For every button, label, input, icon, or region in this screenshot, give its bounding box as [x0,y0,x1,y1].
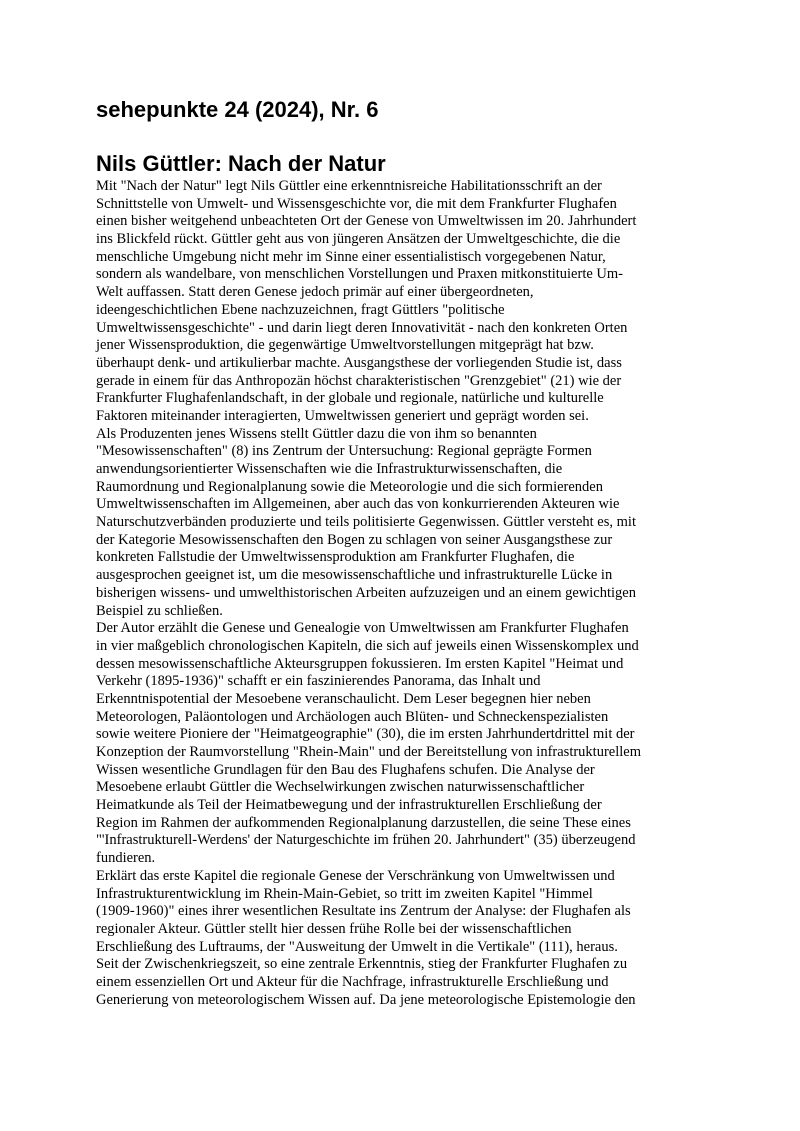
body-text-line: einem essenziellen Ort und Akteur für die Nachfrage, infrastrukturelle Erschließung und [96,973,609,990]
body-text-line: regionaler Akteur. Güttler stellt hier dessen frühe Rolle bei der wissenschaftlichen [96,920,572,937]
body-text-line: Erkenntnispotential der Mesoebene veranschaulicht. Dem Leser begegnen hier neben [96,690,591,707]
body-text-line: Faktoren miteinander interagierten, Umweltwissen generiert und geprägt worden sei. [96,407,589,424]
body-text-line: Raumordnung und Regionalplanung sowie die Meteorologie und die sich formierenden [96,478,603,495]
body-text-line: fundieren. [96,850,156,867]
body-text-line: gerade in einem für das Anthropozän höchst charakteristischen "Grenzgebiet" (21) wie der [96,372,622,389]
review-title: Nils Güttler: Nach der Natur [96,151,386,176]
body-text-line: Heimatkunde als Teil der Heimatbewegung und der infrastrukturellen Erschließung der [96,797,602,814]
body-text-line: Umweltwissenschaften im Allgemeinen, aber auch das von konkurrierenden Akteuren wie [96,496,620,513]
body-text-line: Umweltwissensgeschichte" - und darin liegt deren Innovativität - nach den konkreten Orten [96,319,628,336]
body-text-line: sowie weitere Pioniere der "Heimatgeographie" (30), die im ersten Jahrhundertdrittel mit der [96,726,635,743]
body-text-line: ideengeschichtlichen Ebene nachzuzeichnen, fragt Güttlers "politische [96,301,505,318]
body-text-line: Region im Rahmen der aufkommenden Regionalplanung darzustellen, die seine These eines [96,814,631,831]
body-text-line: Wissen wesentliche Grundlagen für den Bau des Flughafens schufen. Die Analyse der [96,761,595,778]
body-text-line: einen bisher weitgehend unbeachteten Ort der Genese von Umweltwissen im 20. Jahrhundert [96,213,637,230]
body-text-line: Erschließung des Luftraums, der "Ausweitung der Umwelt in die Vertikale" (111), heraus. [96,938,618,955]
review-body-text [96,178,708,1009]
body-text-line: Frankfurter Flughafenlandschaft, in der globale und regionale, natürliche und kulturelle [96,390,604,407]
body-text-line: überhaupt denk- und artikulierbar machte. Ausgangsthese der vorliegenden Studie ist, dass [96,354,622,371]
body-text-line: dessen mesowissenschaftliche Akteursgruppen fokussieren. Im ersten Kapitel "Heimat und [96,655,624,672]
body-text-line: Schnittstelle von Umwelt- und Wissensgeschichte vor, die mit dem Frankfurter Flughafen [96,195,617,212]
article-page [96,96,708,1009]
body-text-line: Infrastrukturentwicklung im Rhein-Main-Gebiet, so tritt im zweiten Kapitel "Himmel [96,885,593,902]
body-text-line: Meteorologen, Paläontologen und Archäologen auch Blüten- und Schneckenspezialisten [96,708,609,725]
body-text-line: Verkehr (1895-1936)" schafft er ein faszinierendes Panorama, das Inhalt und [96,673,541,690]
body-text-line: (1909-1960)" eines ihrer wesentlichen Resultate ins Zentrum der Analyse: der Flughafen als [96,903,631,920]
body-text-line: Der Autor erzählt die Genese und Genealogie von Umweltwissen am Frankfurter Flughafen [96,620,629,637]
body-text-line: "Mesowissenschaften" (8) ins Zentrum der Untersuchung: Regional geprägte Formen [96,443,592,460]
body-text-line: anwendungsorientierter Wissenschaften wie die Infrastrukturwissenschaften, die [96,461,563,477]
body-text-line: der Kategorie Mesowissenschaften den Bogen zu schlagen von seiner Ausgangsthese zur [96,531,613,548]
body-text-line: menschliche Umgebung nicht mehr im Sinne einer essentialistisch vorgegebenen Natur, [96,248,606,265]
body-text-line: in vier maßgeblich chronologischen Kapiteln, die sich auf jeweils einen Wissenskomplex und [96,637,639,654]
body-text-line: jener Wissensproduktion, die gegenwärtige Umweltvorstellungen mitgeprägt hat bzw. [96,337,594,354]
body-text-line: Erklärt das erste Kapitel die regionale Genese der Verschränkung von Umweltwissen und [96,867,615,884]
body-text-line: Beispiel zu schließen. [96,602,223,619]
body-text-line: "'Infrastrukturell-Werdens' der Naturgeschichte im frühen 20. Jahrhundert" (35) überzeugend [96,832,636,849]
body-text-line: Seit der Zwischenkriegszeit, so eine zentrale Erkenntnis, stieg der Frankfurter Flughafen zu [96,956,628,973]
body-text-line: Welt auffassen. Statt deren Genese jedoch primär auf einer übergeordneten, [96,284,534,301]
body-text-line: Konzeption der Raumvorstellung "Rhein-Main" und der Bereitstellung von infrastrukturellem [96,744,641,760]
body-text-line: Als Produzenten jenes Wissens stellt Güttler dazu die von ihm so benannten [96,425,537,442]
body-text-line: ins Blickfeld rückt. Güttler geht aus von jüngeren Ansätzen der Umweltgeschichte, die die [96,231,621,248]
body-text-line: Mesoebene erlaubt Güttler die Wechselwirkungen zwischen naturwissenschaftlicher [96,779,585,796]
body-text-line: ausgesprochen geeignet ist, um die mesowissenschaftliche und infrastrukturelle Lücke in [96,567,613,584]
body-text-line: bisherigen wissens- und umwelthistorischen Arbeiten aufzuzeigen und an einem gewichtigen [96,584,636,601]
body-text-line: konkreten Fallstudie der Umweltwissensproduktion am Frankfurter Flughafen, die [96,549,575,566]
body-text-line: Generierung von meteorologischem Wissen auf. Da jene meteorologische Epistemologie den [96,991,636,1008]
body-text-line: sondern als wandelbare, von menschlichen Vorstellungen und Praxen mitkonstituierte Um- [96,266,623,283]
body-text-line: Naturschutzverbänden produzierte und teils politisierte Gegenwissen. Güttler versteht es, mit [96,514,636,531]
journal-issue-heading: sehepunkte 24 (2024), Nr. 6 [96,97,379,122]
body-text-line: Mit "Nach der Natur" legt Nils Güttler eine erkenntnisreiche Habilitationsschrift an der [96,178,602,194]
